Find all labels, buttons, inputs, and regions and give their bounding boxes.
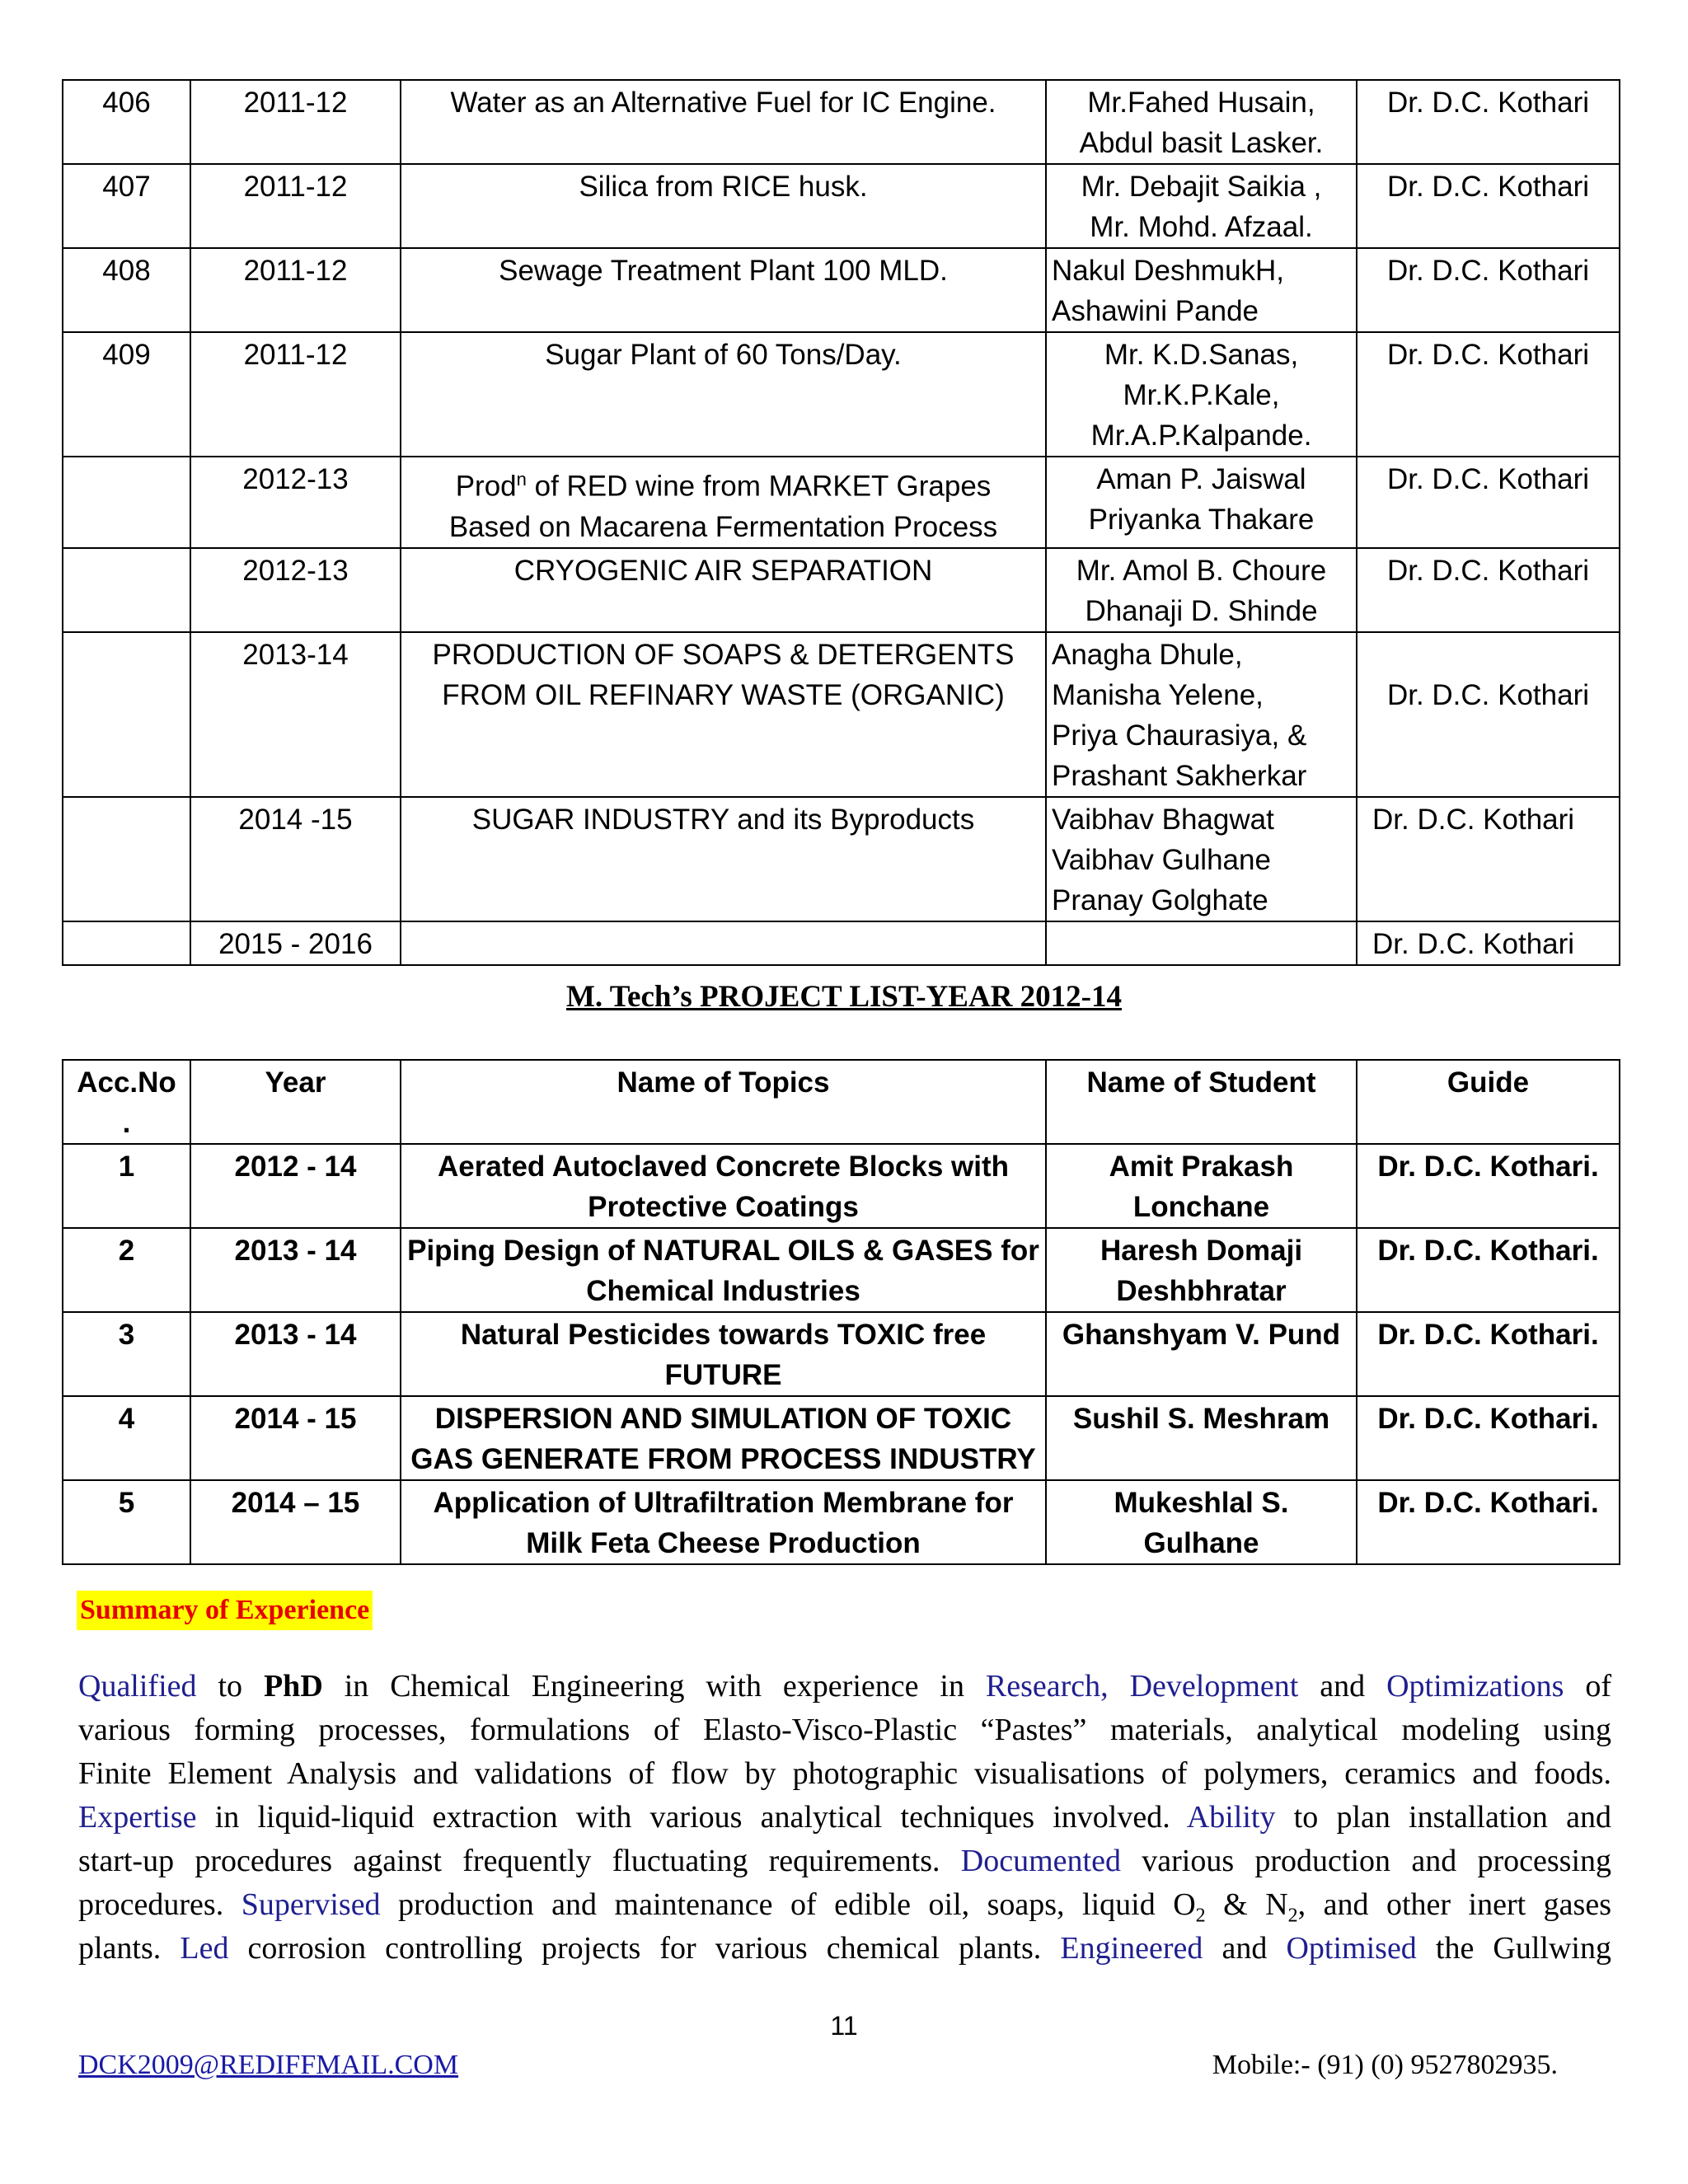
year-cell: 2013-14 bbox=[190, 632, 401, 797]
topic-cell: Application of Ultrafiltration Membrane for Milk Feta Cheese Production bbox=[401, 1480, 1046, 1564]
topic-cell bbox=[401, 921, 1046, 965]
project-table-continued bbox=[62, 79, 1620, 966]
header-student: Name of Student bbox=[1046, 1060, 1357, 1144]
year-cell: 2013 - 14 bbox=[190, 1312, 401, 1396]
student-cell: Haresh Domaji Deshbhratar bbox=[1046, 1228, 1357, 1312]
guide-cell: Dr. D.C. Kothari bbox=[1357, 632, 1620, 797]
header-topics: Name of Topics bbox=[401, 1060, 1046, 1144]
year-cell: 2014 – 15 bbox=[190, 1480, 401, 1564]
guide-cell: Dr. D.C. Kothari bbox=[1357, 548, 1620, 632]
table-row bbox=[63, 164, 1620, 248]
acc-cell bbox=[63, 797, 190, 921]
guide-cell: Dr. D.C. Kothari bbox=[1357, 921, 1620, 965]
guide-cell: Dr. D.C. Kothari bbox=[1357, 164, 1620, 248]
topic-cell: Sewage Treatment Plant 100 MLD. bbox=[401, 248, 1046, 332]
guide-cell: Dr. D.C. Kothari bbox=[1357, 248, 1620, 332]
guide-cell: Dr. D.C. Kothari. bbox=[1357, 1228, 1620, 1312]
students-cell: Aman P. Jaiswal Priyanka Thakare bbox=[1046, 457, 1357, 548]
paragraph-line: Finite Element Analysis and validations of flow by photographic visualisations of polymers, ceramics and foods. bbox=[78, 1756, 1611, 1791]
paragraph-line: plants. Led corrosion controlling projects for various chemical plants. Engineered and Optimised the Gullwing bbox=[78, 1931, 1611, 1966]
students-cell: Mr. Amol B. Choure Dhanaji D. Shinde bbox=[1046, 548, 1357, 632]
acc-cell: 2 bbox=[63, 1228, 190, 1312]
topic-cell: SUGAR INDUSTRY and its Byproducts bbox=[401, 797, 1046, 921]
paragraph-line: Expertise in liquid-liquid extraction with various analytical techniques involved. Ability to plan installation and bbox=[78, 1800, 1611, 1835]
topic-cell: Silica from RICE husk. bbox=[401, 164, 1046, 248]
paragraph-line: Qualified to PhD in Chemical Engineering with experience in Research, Development and Optimizations of bbox=[78, 1669, 1612, 1704]
topic-cell: PRODUCTION OF SOAPS & DETERGENTS FROM OIL REFINARY WASTE (ORGANIC) bbox=[401, 632, 1046, 797]
table-row bbox=[63, 1480, 1620, 1564]
table-row bbox=[63, 921, 1620, 965]
paragraph-line: start-up procedures against frequently fluctuating requirements. Documented various production and processing bbox=[78, 1844, 1611, 1878]
acc-cell bbox=[63, 548, 190, 632]
topic-cell: CRYOGENIC AIR SEPARATION bbox=[401, 548, 1046, 632]
acc-cell: 3 bbox=[63, 1312, 190, 1396]
table-row bbox=[63, 632, 1620, 797]
header-guide: Guide bbox=[1357, 1060, 1620, 1144]
guide-cell: Dr. D.C. Kothari bbox=[1357, 797, 1620, 921]
acc-cell: 406 bbox=[63, 80, 190, 164]
guide-cell: Dr. D.C. Kothari. bbox=[1357, 1312, 1620, 1396]
acc-cell: 4 bbox=[63, 1396, 190, 1480]
student-cell: Amit Prakash Lonchane bbox=[1046, 1144, 1357, 1228]
page-number: 11 bbox=[830, 2011, 858, 2041]
year-cell: 2012 - 14 bbox=[190, 1144, 401, 1228]
table-row bbox=[63, 332, 1620, 457]
paragraph-line: various forming processes, formulations of Elasto-Visco-Plastic “Pastes” materials, analytical modeling using bbox=[78, 1713, 1611, 1747]
table-row bbox=[63, 1144, 1620, 1228]
year-cell: 2014 -15 bbox=[190, 797, 401, 921]
student-cell: Ghanshyam V. Pund bbox=[1046, 1312, 1357, 1396]
year-cell: 2014 - 15 bbox=[190, 1396, 401, 1480]
summary-paragraph bbox=[78, 1665, 1611, 1971]
year-cell: 2013 - 14 bbox=[190, 1228, 401, 1312]
mobile-number: Mobile:- (91) (0) 9527802935. bbox=[1212, 2050, 1558, 2080]
year-cell: 2012-13 bbox=[190, 457, 401, 548]
year-cell: 2015 - 2016 bbox=[190, 921, 401, 965]
students-cell bbox=[1046, 921, 1357, 965]
student-cell: Mukeshlal S. Gulhane bbox=[1046, 1480, 1357, 1564]
table-row bbox=[63, 80, 1620, 164]
students-cell: Mr.Fahed Husain, Abdul basit Lasker. bbox=[1046, 80, 1357, 164]
guide-cell: Dr. D.C. Kothari. bbox=[1357, 1396, 1620, 1480]
acc-cell: 409 bbox=[63, 332, 190, 457]
topic-cell: Sugar Plant of 60 Tons/Day. bbox=[401, 332, 1046, 457]
student-cell: Sushil S. Meshram bbox=[1046, 1396, 1357, 1480]
topic-cell: Aerated Autoclaved Concrete Blocks with Protective Coatings bbox=[401, 1144, 1046, 1228]
acc-cell: 5 bbox=[63, 1480, 190, 1564]
acc-cell bbox=[63, 921, 190, 965]
students-cell: Mr. Debajit Saikia , Mr. Mohd. Afzaal. bbox=[1046, 164, 1357, 248]
guide-cell: Dr. D.C. Kothari bbox=[1357, 457, 1620, 548]
year-cell: 2011-12 bbox=[190, 164, 401, 248]
topic-cell: Prod$^n$ of RED wine from MARKET Grapes Based on Macarena Fermentation Process bbox=[401, 457, 1046, 548]
guide-cell: Dr. D.C. Kothari. bbox=[1357, 1480, 1620, 1564]
guide-cell: Dr. D.C. Kothari. bbox=[1357, 1144, 1620, 1228]
table-row bbox=[63, 548, 1620, 632]
table-row bbox=[63, 248, 1620, 332]
mtech-project-table bbox=[62, 1059, 1620, 1565]
header-acc: Acc.No . bbox=[63, 1060, 190, 1144]
table-row bbox=[63, 797, 1620, 921]
mtech-section-title: M. Tech’s PROJECT LIST-YEAR 2012-14 bbox=[566, 980, 1122, 1014]
topic-cell: Piping Design of NATURAL OILS & GASES for Chemical Industries bbox=[401, 1228, 1046, 1312]
acc-cell bbox=[63, 632, 190, 797]
topic-cell: Natural Pesticides towards TOXIC free FUTURE bbox=[401, 1312, 1046, 1396]
header-year: Year bbox=[190, 1060, 401, 1144]
acc-cell: 408 bbox=[63, 248, 190, 332]
table-header-row bbox=[63, 1060, 1620, 1144]
students-cell: Nakul DeshmukH, Ashawini Pande bbox=[1046, 248, 1357, 332]
acc-cell bbox=[63, 457, 190, 548]
year-cell: 2011-12 bbox=[190, 80, 401, 164]
table-row bbox=[63, 1228, 1620, 1312]
paragraph-line: procedures. Supervised production and maintenance of edible oil, soaps, liquid $O_2$ & $N_2$, and other inert gases bbox=[78, 1887, 1611, 1927]
year-cell: 2012-13 bbox=[190, 548, 401, 632]
email-link[interactable]: DCK2009@REDIFFMAIL.COM bbox=[78, 2050, 459, 2080]
guide-cell: Dr. D.C. Kothari bbox=[1357, 80, 1620, 164]
guide-cell: Dr. D.C. Kothari bbox=[1357, 332, 1620, 457]
topic-cell: DISPERSION AND SIMULATION OF TOXIC GAS GENERATE FROM PROCESS INDUSTRY bbox=[401, 1396, 1046, 1480]
summary-heading: Summary of Experience bbox=[77, 1591, 373, 1630]
table-row bbox=[63, 1312, 1620, 1396]
table-row bbox=[63, 457, 1620, 548]
year-cell: 2011-12 bbox=[190, 332, 401, 457]
students-cell: Anagha Dhule, Manisha Yelene, Priya Chaurasiya, & Prashant Sakherkar bbox=[1046, 632, 1357, 797]
acc-cell: 1 bbox=[63, 1144, 190, 1228]
table-row bbox=[63, 1396, 1620, 1480]
year-cell: 2011-12 bbox=[190, 248, 401, 332]
topic-cell: Water as an Alternative Fuel for IC Engine. bbox=[401, 80, 1046, 164]
students-cell: Vaibhav Bhagwat Vaibhav Gulhane Pranay Golghate bbox=[1046, 797, 1357, 921]
students-cell: Mr. K.D.Sanas, Mr.K.P.Kale, Mr.A.P.Kalpande. bbox=[1046, 332, 1357, 457]
acc-cell: 407 bbox=[63, 164, 190, 248]
